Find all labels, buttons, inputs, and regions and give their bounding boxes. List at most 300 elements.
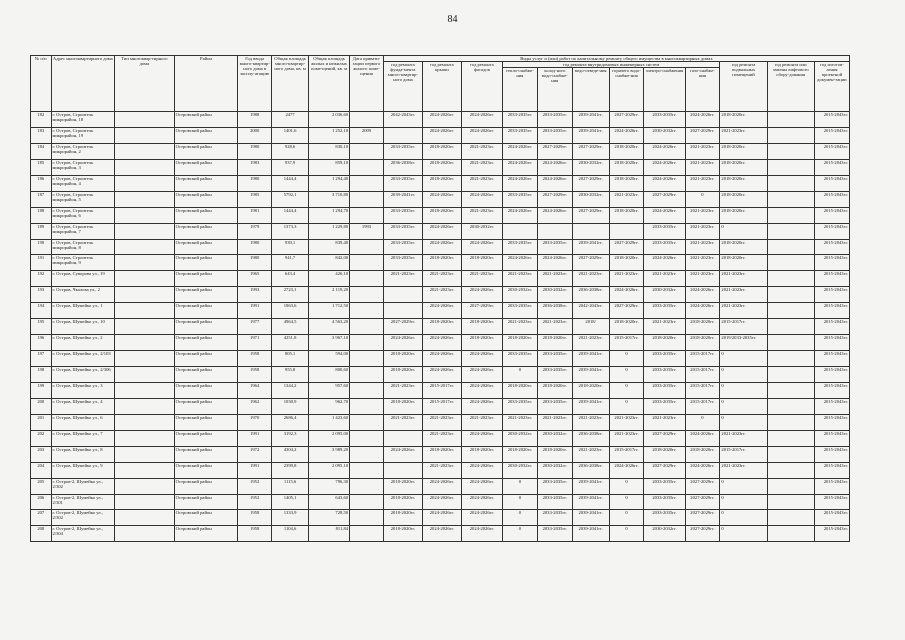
cell-district: Островский район [174,175,238,191]
cell-foundation: 2018-2020гг. [383,494,422,510]
cell-gas: 2024-2026гг. [685,430,720,446]
header-cold-water: холод-ного водо-снабже-ния [537,68,572,112]
table-row [31,414,850,430]
cell-electricity: 2024-2026гг. [644,175,685,191]
cell-address: г. Остров-2, Шумейко ул., 2/302 [51,510,115,526]
cell-privatization-date [350,430,384,446]
cell-cold-water: 2033-2035гг. [537,367,572,383]
cell-type [115,414,175,430]
cell-foundation: 2027-2029гг. [383,319,422,335]
cell-foundation: 2018-2020гг. [383,526,422,542]
cell-num: 197 [31,351,52,367]
cell-total-area: 1444,4 [272,175,309,191]
cell-num: 193 [31,287,52,303]
cell-privatization-date [350,367,384,383]
cell-type [115,367,175,383]
cell-design-docs: 2015-2043гг. [814,287,849,303]
cell-year-built: 1980 [238,239,272,255]
cell-total-area: 2477 [272,112,309,128]
cell-num: 196 [31,335,52,351]
cell-design-docs: 2015-2043гг. [814,414,849,430]
cell-residential-area: 4 563,20 [309,319,350,335]
cell-foundation [383,430,422,446]
cell-residential-area: 2 119,20 [309,287,350,303]
cell-design-docs: 2015-2043гг. [814,494,849,510]
cell-heat: 0 [502,367,537,383]
cell-basement: 2021-2023гг. [720,303,767,319]
cell-roof: 2024-2026гг. [422,478,461,494]
cell-hot-water: 2018-2020гг. [609,159,644,175]
cell-roof: 2018-2020гг. [422,175,461,191]
cell-basement: 2015-2017гг. [720,319,767,335]
cell-privatization-date [350,271,384,287]
table-row [31,159,850,175]
cell-cold-water: 2033-2035гг. [537,112,572,128]
cell-cold-water: 2030-2032гг. [537,462,572,478]
header-num: № п/п [31,56,52,112]
header-roof: год ремонта крыши [422,62,461,112]
cell-total-area: 1104,6 [272,526,309,542]
cell-basement: 0 [720,478,767,494]
cell-lift [767,239,814,255]
cell-district: Островский район [174,303,238,319]
cell-design-docs: 2015-2043гг. [814,271,849,287]
cell-district: Островский район [174,207,238,223]
cell-gas: 0 [685,414,720,430]
cell-basement: 2018-2020гг. [720,112,767,128]
cell-design-docs: 2015-2043гг. [814,382,849,398]
cell-hot-water: 0 [609,398,644,414]
cell-design-docs: 2015-2043гг. [814,223,849,239]
cell-roof: 2024-2026гг. [422,494,461,510]
cell-foundation: 2036-2038гг. [383,159,422,175]
cell-electricity: 2033-2035гг. [644,223,685,239]
cell-roof: 2024-2026гг. [422,112,461,128]
cell-cold-water: 2024-2026гг. [537,159,572,175]
table-row [31,143,850,159]
cell-total-area: 3192,3 [272,430,309,446]
cell-num: 188 [31,207,52,223]
cell-total-area: 1030,9 [272,398,309,414]
cell-hot-water: 2021-2023гг. [609,414,644,430]
cell-year-built: 1983 [238,159,272,175]
cell-facade: 2024-2026гг. [461,191,502,207]
cell-design-docs: 2015-2043гг. [814,526,849,542]
header-lift: год ремонта или замены лифтового обору-дования [767,62,814,112]
cell-cold-water: 2033-2035гг. [537,239,572,255]
cell-type [115,398,175,414]
cell-type [115,127,175,143]
table-row [31,255,850,271]
cell-heat: 2030-2032гг. [502,462,537,478]
cell-total-area: 643,4 [272,271,309,287]
header-gas: газо-снабже-ния [685,68,720,112]
cell-design-docs: 2015-2043гг. [814,191,849,207]
cell-cold-water: 2033-2035гг. [537,127,572,143]
cell-cold-water: 2024-2026гг. [537,207,572,223]
cell-heat: 2018-2020гг. [502,382,537,398]
cell-address: г. Остров, Строитель микрорайон, 7 [51,223,115,239]
cell-hot-water: 2021-2023гг. [609,271,644,287]
cell-foundation: 2018-2020гг. [383,367,422,383]
cell-hot-water: 2018-2020гг. [609,207,644,223]
cell-num: 198 [31,367,52,383]
cell-address: г. Остров, Шумейко ул., 7 [51,430,115,446]
cell-year-built: 1977 [238,319,272,335]
cell-residential-area: 1 294,70 [309,207,350,223]
cell-type [115,175,175,191]
table-row [31,112,850,128]
cell-cold-water: 2027-2029гг. [537,191,572,207]
cell-cold-water: 2030-2032гг. [537,430,572,446]
cell-gas: 2015-2017гг. [685,367,720,383]
cell-facade: 2021-2023гг. [461,175,502,191]
table-row [31,303,850,319]
cell-sewer: 2027-2029гг. [572,143,609,159]
cell-electricity: 2027-2029гг. [644,191,685,207]
cell-privatization-date [350,351,384,367]
cell-facade: 2024-2026гг. [461,382,502,398]
cell-gas: 2015-2017гг. [685,351,720,367]
table-row [31,478,850,494]
cell-gas: 2021-2023гг. [685,143,720,159]
cell-address: г. Остров, Чкалова ул., 2 [51,287,115,303]
cell-address: г. Остров, Шумейко ул., 10 [51,319,115,335]
table-row [31,382,850,398]
cell-district: Островский район [174,159,238,175]
cell-electricity: 2033-2035гг. [644,351,685,367]
cell-gas: 2021-2023гг. [685,159,720,175]
cell-roof: 2024-2026гг. [422,239,461,255]
cell-roof: 2018-2020гг. [422,159,461,175]
cell-hot-water: 0 [609,478,644,494]
cell-design-docs: 2015-2043гг. [814,446,849,462]
cell-gas: 2021-2023гг. [685,207,720,223]
cell-residential-area: 728,50 [309,510,350,526]
cell-residential-area: 796,30 [309,478,350,494]
cell-sewer: 2018/ [572,319,609,335]
cell-heat: 2033-2035гг. [502,398,537,414]
cell-privatization-date [350,191,384,207]
cell-address: г. Остров, Шумейко ул., 9 [51,462,115,478]
cell-basement: 0 [720,494,767,510]
cell-heat: 2024-2026гг. [502,175,537,191]
cell-gas: 2024-2026гг. [685,112,720,128]
cell-address: г. Остров, Строитель микрорайон, 8 [51,239,115,255]
cell-total-area: 4304,2 [272,446,309,462]
cell-gas: 2021-2023гг. [685,223,720,239]
cell-type [115,446,175,462]
cell-basement: 2018-2020гг. [720,239,767,255]
cell-design-docs: 2015-2043гг. [814,127,849,143]
cell-sewer: 2039-2041гг. [572,112,609,128]
cell-foundation [383,303,422,319]
cell-heat: 2021-2023гг. [502,414,537,430]
cell-residential-area: 2 036,60 [309,112,350,128]
cell-roof: 2024-2026гг. [422,367,461,383]
cell-cold-water: 2033-2035гг. [537,398,572,414]
cell-type [115,207,175,223]
cell-num: 186 [31,175,52,191]
cell-cold-water: 2027-2029гг. [537,143,572,159]
cell-district: Островский район [174,430,238,446]
cell-basement: 2021-2023гг. [720,430,767,446]
cell-district: Островский район [174,191,238,207]
cell-design-docs: 2015-2043гг. [814,319,849,335]
table-row [31,446,850,462]
cell-hot-water: 0 [609,494,644,510]
cell-total-area: 939,1 [272,239,309,255]
header-year-built: Год ввода много-квартир-ного дома в эксплу-атацию [238,56,272,112]
cell-facade: 2024-2026гг. [461,510,502,526]
header-district: Район [174,56,238,112]
cell-basement: 2021-2023гг. [720,287,767,303]
cell-address: г. Остров-2, Шумейко ул., 2/301 [51,494,115,510]
cell-gas: 2021-2023гг. [685,239,720,255]
cell-residential-area: 800,60 [309,367,350,383]
cell-residential-area: 2 095,10 [309,462,350,478]
cell-cold-water: 2033-2035гг. [537,526,572,542]
cell-electricity: 2033-2035гг. [644,112,685,128]
cell-type [115,223,175,239]
cell-roof: 2018-2020гг. [422,319,461,335]
cell-address: г. Остров-2, Шумейко ул., 2/304 [51,526,115,542]
table-row [31,271,850,287]
cell-type [115,430,175,446]
cell-gas: 2024-2026гг. [685,462,720,478]
table-row [31,319,850,335]
cell-electricity: 2024-2026гг. [644,159,685,175]
table-row [31,367,850,383]
cell-electricity: 2030-2032гг. [644,287,685,303]
cell-foundation: 2033-2035гг. [383,143,422,159]
table-row [31,175,850,191]
cell-heat: 2033-2035гг. [502,351,537,367]
cell-privatization-date [350,335,384,351]
cell-residential-area: 957,60 [309,382,350,398]
cell-design-docs: 2015-2043гг. [814,398,849,414]
cell-roof: 2018-2020гг. [422,207,461,223]
cell-year-built: 1958 [238,351,272,367]
cell-foundation [383,462,422,478]
cell-roof: 2021-2023гг. [422,462,461,478]
cell-residential-area: 830,10 [309,143,350,159]
cell-foundation: 2018-2020гг. [383,351,422,367]
cell-sewer: 2039-2041гг. [572,494,609,510]
cell-foundation: 2018-2020гг. [383,510,422,526]
table-row [31,351,850,367]
cell-gas: 2021-2023гг. [685,271,720,287]
cell-basement: 2015-2017гг. [720,446,767,462]
cell-type [115,255,175,271]
header-electricity: электро-снабжения [644,68,685,112]
cell-basement: 2018-2020гг. [720,207,767,223]
cell-hot-water: 2024-2026гг. [609,462,644,478]
cell-facade: 2024-2026гг. [461,351,502,367]
cell-cold-water: 2024-2026гг. [537,175,572,191]
cell-residential-area: 1 712,50 [309,303,350,319]
cell-design-docs: 2015-2043гг. [814,239,849,255]
cell-gas: 2021-2023гг. [685,255,720,271]
cell-heat: 2021-2023гг. [502,271,537,287]
cell-roof: 2024-2026гг. [422,127,461,143]
cell-district: Островский район [174,382,238,398]
cell-district: Островский район [174,143,238,159]
cell-electricity: 2024-2026гг. [644,255,685,271]
cell-roof: 2015-2017гг. [422,398,461,414]
cell-hot-water: 2018-2020гг. [609,143,644,159]
cell-roof: 2018-2020гг. [422,446,461,462]
cell-year-built: 1965 [238,271,272,287]
cell-facade: 2024-2026гг. [461,127,502,143]
cell-facade: 2018-2020гг. [461,319,502,335]
cell-hot-water: 2018-2020гг. [609,255,644,271]
cell-lift [767,207,814,223]
cell-facade: 2018-2020гг. [461,335,502,351]
cell-sewer [572,223,609,239]
cell-privatization-date [350,207,384,223]
cell-year-built: 1988 [238,112,272,128]
cell-gas: 2027-2029гг. [685,494,720,510]
cell-year-built: 1985 [238,191,272,207]
cell-heat: 2024-2026гг. [502,143,537,159]
cell-gas: 2018-2020гг. [685,319,720,335]
cell-facade: 2024-2026гг. [461,430,502,446]
cell-roof: 2021-2023гг. [422,271,461,287]
cell-sewer: 2036-2038гг. [572,287,609,303]
cell-type [115,494,175,510]
cell-privatization-date [350,159,384,175]
cell-cold-water: 2030-2032гг. [537,287,572,303]
cell-facade: 2024-2026гг. [461,526,502,542]
cell-electricity: 2027-2029гг. [644,462,685,478]
cell-heat: 2033-2035гг. [502,303,537,319]
cell-hot-water: 0 [609,367,644,383]
cell-cold-water: 2018-2020гг. [537,446,572,462]
cell-basement: 2019/2033-2035гг. [720,335,767,351]
cell-lift [767,367,814,383]
cell-roof: 2018-2020гг. [422,143,461,159]
cell-privatization-date: 1993 [350,223,384,239]
cell-gas: 2018-2020гг. [685,446,720,462]
cell-sewer: 2021-2023гг. [572,271,609,287]
cell-electricity: 2024-2026гг. [644,207,685,223]
cell-hot-water: 0 [609,510,644,526]
cell-total-area: 805,1 [272,351,309,367]
cell-type [115,510,175,526]
cell-design-docs: 2015-2043гг. [814,367,849,383]
cell-year-built: 1962 [238,398,272,414]
cell-sewer: 2039-2041гг. [572,478,609,494]
cell-roof: 2021-2023гг. [422,287,461,303]
header-address: Адрес многоквартирного дома [51,56,115,112]
cell-design-docs: 2015-2043гг. [814,510,849,526]
cell-facade: 2030-2032гг. [461,223,502,239]
cell-privatization-date [350,478,384,494]
cell-year-built: 1993 [238,287,272,303]
cell-type [115,335,175,351]
cell-electricity: 2033-2035гг. [644,510,685,526]
table-row [31,430,850,446]
cell-lift [767,414,814,430]
cell-num: 192 [31,271,52,287]
table-row [31,223,850,239]
cell-lift [767,351,814,367]
cell-lift [767,223,814,239]
cell-design-docs: 2015-2043гг. [814,303,849,319]
cell-total-area: 4964,5 [272,319,309,335]
cell-residential-area: 1 294,40 [309,175,350,191]
cell-total-area: 1373,3 [272,223,309,239]
cell-design-docs: 2015-2043гг. [814,207,849,223]
cell-num: 208 [31,526,52,542]
cell-foundation: 2018-2020гг. [383,398,422,414]
header-total-area: Общая площадь много-квартир-ного дома, кв. м [272,56,309,112]
header-hot-water: горячего водо-снабже-ния [609,68,644,112]
table-row [31,462,850,478]
cell-roof: 2024-2026гг. [422,510,461,526]
cell-cold-water: 2033-2035гг. [537,510,572,526]
cell-lift [767,398,814,414]
cell-roof: 2024-2026гг. [422,303,461,319]
cell-foundation [383,287,422,303]
cell-residential-area: 859,10 [309,159,350,175]
cell-address: г. Остров, Шумейко ул., 6 [51,414,115,430]
cell-hot-water: 2027-2029гг. [609,112,644,128]
cell-year-built: 1980 [238,255,272,271]
cell-residential-area: 1 423,60 [309,414,350,430]
cell-heat: 2030-2032гг. [502,430,537,446]
cell-total-area: 928,6 [272,143,309,159]
cell-facade: 2027-2029гг. [461,303,502,319]
cell-heat: 2030-2032гг. [502,287,537,303]
cell-sewer: 2021-2023гг. [572,446,609,462]
cell-facade: 2021-2023гг. [461,207,502,223]
cell-lift [767,303,814,319]
header-facade: год ремонта фасадов [461,62,502,112]
cell-district: Островский район [174,287,238,303]
header-heat: тепло-снабже-ния [502,68,537,112]
cell-district: Островский район [174,494,238,510]
cell-hot-water: 2015-2017гг. [609,446,644,462]
cell-lift [767,335,814,351]
cell-electricity: 2033-2035гг. [644,367,685,383]
cell-sewer: 2030-2032гг. [572,191,609,207]
cell-district: Островский район [174,335,238,351]
cell-facade: 2024-2026гг. [461,112,502,128]
cell-basement: 0 [720,382,767,398]
cell-address: г. Остров, Шумейко ул., 4 [51,398,115,414]
cell-roof: 2024-2026гг. [422,223,461,239]
cell-gas: 2018-2020гг. [685,335,720,351]
cell-sewer: 2039-2041гг. [572,398,609,414]
cell-cold-water: 2033-2035гг. [537,478,572,494]
cell-year-built: 1970 [238,414,272,430]
cell-facade: 2021-2023гг. [461,159,502,175]
cell-basement: 0 [720,398,767,414]
cell-hot-water: 2015-2017гг. [609,335,644,351]
cell-lift [767,446,814,462]
header-sewer: водо-отведе-ния [572,68,609,112]
cell-type [115,159,175,175]
cell-electricity: 2027-2029гг. [644,430,685,446]
cell-roof: 2024-2026гг. [422,191,461,207]
cell-lift [767,478,814,494]
cell-sewer: 2027-2029гг. [572,207,609,223]
cell-total-area: 1444,4 [272,207,309,223]
cell-basement: 0 [720,414,767,430]
cell-gas: 2027-2029гг. [685,510,720,526]
